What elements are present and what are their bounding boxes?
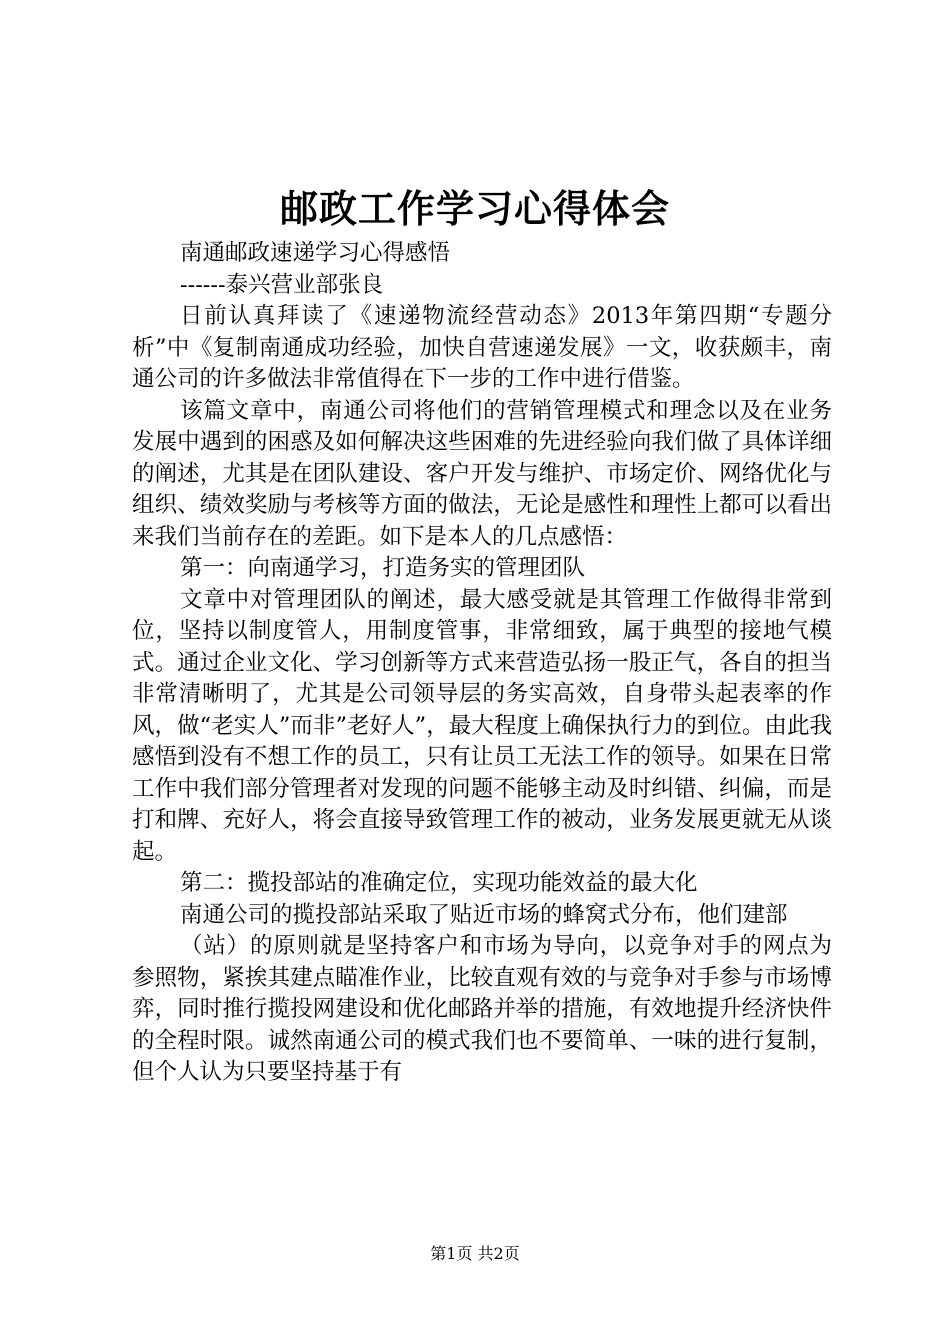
author-line: ------泰兴营业部张良 bbox=[180, 271, 384, 298]
page-title: 邮政工作学习心得体会 bbox=[279, 186, 670, 231]
body-paragraph: 南通公司的揽投部站采取了贴近市场的蜂窝式分布，他们建部 bbox=[180, 901, 788, 928]
document-body bbox=[132, 238, 832, 1089]
body-paragraph: 该篇文章中，南通公司将他们的营销管理模式和理念以及在业务发展中遇到的困惑及如何解决这些困难的先进经验向我们做了具体详细的阐述，尤其是在团队建设、客户开发与维护、市场定价、网络优化与组织、绩效奖励与考核等方面的做法，无论是感性和理性上都可以看出来我们当前存在的差距。如下是本人的几点感悟： bbox=[132, 397, 832, 550]
section-heading: 第二：揽投部站的准确定位，实现功能效益的最大化 bbox=[180, 870, 698, 896]
page-footer: 第1页 共2页 bbox=[430, 1244, 520, 1263]
body-paragraph: 文章中对管理团队的阐述，最大感受就是其管理工作做得非常到位，坚持以制度管人，用制度管事，非常细致，属于典型的接地气模式。通过企业文化、学习创新等方式来营造弘扬一股正气，各自的担当非常清晰明了，尤其是公司领导层的务实高效，自身带头起表率的作风，做“老实人”而非”老好人”，最大程度上确保执行力的到位。由此我感悟到没有不想工作的员工，只有让员工无法工作的领导。如果在日常工作中我们部分管理者对发现的问题不能够主动及时纠错、纠偏，而是打和牌、充好人，将会直接导致管理工作的被动，业务发展更就无从谈起。 bbox=[132, 586, 832, 865]
section-heading: 第一：向南通学习，打造务实的管理团队 bbox=[180, 555, 586, 581]
body-paragraph: 日前认真拜读了《速递物流经营动态》2013年第四期“专题分析”中《复制南通成功经验，加快自营速递发展》一文，收获颇丰，南通公司的许多做法非常值得在下一步的工作中进行借鉴。 bbox=[132, 303, 832, 392]
subtitle-paragraph: 南通邮政速递学习心得感悟 bbox=[180, 240, 451, 266]
body-paragraph: （站）的原则就是坚持客户和市场为导向，以竞争对手的网点为参照物，紧挨其建点瞄准作业，比较直观有效的与竞争对手参与市场博弈，同时推行揽投网建设和优化邮路并举的措施，有效地提升经济快件的全程时限。诚然南通公司的模式我们也不要简单、一味的进行复制，但个人认为只要坚持基于有 bbox=[132, 933, 832, 1085]
